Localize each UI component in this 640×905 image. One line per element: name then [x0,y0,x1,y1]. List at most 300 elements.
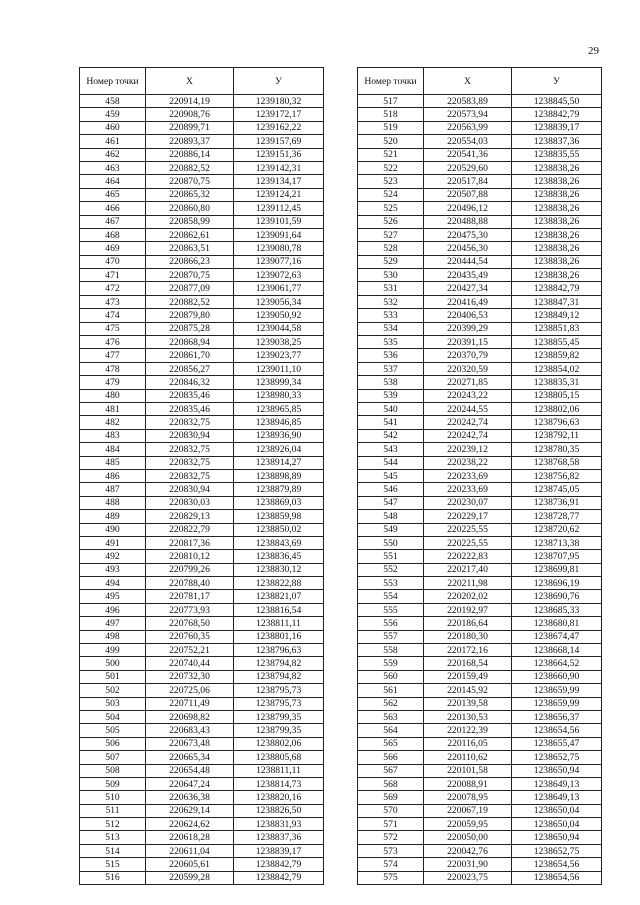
table-row [358,443,602,456]
cell-x: 220116,05 [424,737,512,750]
table-row [358,496,602,509]
cell-x: 220088,91 [424,777,512,790]
cell-y: 1239180,32 [234,95,324,108]
header-point-number: Номер точки [358,68,424,95]
table-row [358,630,602,643]
cell-x: 220882,52 [146,295,234,308]
cell-point-number: 521 [358,148,424,161]
cell-y: 1238654,56 [512,724,602,737]
cell-x: 220130,53 [424,710,512,723]
cell-point-number: 529 [358,255,424,268]
cell-point-number: 527 [358,228,424,241]
cell-y: 1238728,77 [512,510,602,523]
table-row [80,751,324,764]
cell-point-number: 486 [80,469,146,482]
table-row [358,322,602,335]
table-row [80,402,324,415]
table-row [80,95,324,108]
cell-x: 220882,52 [146,161,234,174]
cell-point-number: 498 [80,630,146,643]
cell-x: 220427,34 [424,282,512,295]
cell-x: 220159,49 [424,670,512,683]
cell-point-number: 531 [358,282,424,295]
table-row [358,121,602,134]
table-row [358,282,602,295]
table-row [358,523,602,536]
cell-point-number: 545 [358,469,424,482]
cell-y: 1238768,58 [512,456,602,469]
cell-y: 1238652,75 [512,751,602,764]
table-row [358,456,602,469]
cell-x: 220239,12 [424,443,512,456]
cell-point-number: 541 [358,416,424,429]
cell-y: 1238851,83 [512,322,602,335]
cell-x: 220475,30 [424,228,512,241]
cell-x: 220192,97 [424,603,512,616]
cell-x: 220781,17 [146,590,234,603]
table-row [80,456,324,469]
cell-point-number: 525 [358,202,424,215]
table-row [80,108,324,121]
cell-y: 1238794,82 [234,670,324,683]
cell-y: 1238836,45 [234,550,324,563]
cell-point-number: 542 [358,429,424,442]
cell-x: 220222,83 [424,550,512,563]
cell-y: 1238736,91 [512,496,602,509]
cell-x: 220768,50 [146,617,234,630]
cell-y: 1239050,92 [234,309,324,322]
cell-x: 220507,88 [424,188,512,201]
cell-x: 220238,22 [424,456,512,469]
cell-y: 1238999,34 [234,376,324,389]
cell-point-number: 504 [80,710,146,723]
table-row [358,108,602,121]
cell-x: 220647,24 [146,777,234,790]
cell-point-number: 467 [80,215,146,228]
cell-x: 220202,02 [424,590,512,603]
table-row [80,577,324,590]
cell-x: 220211,98 [424,577,512,590]
cell-y: 1238649,13 [512,777,602,790]
table-row [80,202,324,215]
cell-x: 220370,79 [424,349,512,362]
cell-x: 220444,54 [424,255,512,268]
cell-x: 220416,49 [424,295,512,308]
cell-y: 1239124,21 [234,188,324,201]
cell-y: 1238946,85 [234,416,324,429]
table-row [80,309,324,322]
cell-y: 1238690,76 [512,590,602,603]
cell-x: 220830,03 [146,496,234,509]
cell-point-number: 559 [358,657,424,670]
cell-y: 1238814,73 [234,777,324,790]
table-row [358,269,602,282]
cell-point-number: 490 [80,523,146,536]
cell-y: 1238847,31 [512,295,602,308]
cell-point-number: 535 [358,336,424,349]
table-row [80,844,324,857]
cell-x: 220244,55 [424,402,512,415]
cell-point-number: 506 [80,737,146,750]
cell-x: 220865,32 [146,188,234,201]
table-row [80,724,324,737]
cell-y: 1238802,06 [512,402,602,415]
cell-point-number: 517 [358,95,424,108]
cell-point-number: 575 [358,871,424,884]
cell-y: 1238850,02 [234,523,324,536]
cell-x: 220031,90 [424,858,512,871]
cell-y: 1238654,56 [512,858,602,871]
cell-y: 1238664,52 [512,657,602,670]
cell-point-number: 468 [80,228,146,241]
table-row [80,697,324,710]
cell-x: 220893,37 [146,135,234,148]
cell-x: 220050,00 [424,831,512,844]
cell-x: 220624,62 [146,818,234,831]
cell-x: 220725,06 [146,684,234,697]
cell-x: 220879,80 [146,309,234,322]
table-row [80,349,324,362]
table-row [80,161,324,174]
cell-y: 1238685,33 [512,603,602,616]
cell-x: 220835,46 [146,389,234,402]
cell-y: 1238680,81 [512,617,602,630]
cell-point-number: 501 [80,670,146,683]
cell-y: 1238796,63 [234,644,324,657]
table-row [80,295,324,308]
cell-point-number: 489 [80,510,146,523]
cell-y: 1238926,04 [234,443,324,456]
cell-point-number: 464 [80,175,146,188]
cell-x: 220858,99 [146,215,234,228]
cell-y: 1238796,63 [512,416,602,429]
table-row [358,831,602,844]
cell-point-number: 564 [358,724,424,737]
cell-point-number: 547 [358,496,424,509]
table-row [80,148,324,161]
cell-y: 1238849,12 [512,309,602,322]
cell-x: 220868,94 [146,336,234,349]
cell-point-number: 522 [358,161,424,174]
cell-point-number: 528 [358,242,424,255]
table-row [358,577,602,590]
cell-y: 1239011,10 [234,362,324,375]
cell-x: 220886,14 [146,148,234,161]
cell-x: 220242,74 [424,429,512,442]
cell-y: 1239101,59 [234,215,324,228]
cell-y: 1238838,26 [512,269,602,282]
cell-x: 220320,59 [424,362,512,375]
table-header-row [358,68,602,95]
table-row [80,630,324,643]
cell-y: 1238838,26 [512,188,602,201]
table-row [80,255,324,268]
cell-x: 220529,60 [424,161,512,174]
cell-x: 220665,34 [146,751,234,764]
cell-point-number: 465 [80,188,146,201]
table-row [358,858,602,871]
cell-point-number: 475 [80,322,146,335]
table-row [80,657,324,670]
cell-x: 220496,12 [424,202,512,215]
cell-x: 220799,26 [146,563,234,576]
cell-y: 1239077,16 [234,255,324,268]
cell-point-number: 481 [80,402,146,415]
cell-point-number: 474 [80,309,146,322]
cell-y: 1238821,07 [234,590,324,603]
cell-x: 220860,80 [146,202,234,215]
cell-y: 1238659,99 [512,684,602,697]
cell-y: 1238756,82 [512,469,602,482]
cell-point-number: 536 [358,349,424,362]
cell-point-number: 561 [358,684,424,697]
cell-point-number: 478 [80,362,146,375]
cell-point-number: 471 [80,269,146,282]
cell-point-number: 485 [80,456,146,469]
cell-x: 220456,30 [424,242,512,255]
cell-y: 1238799,35 [234,724,324,737]
table-row [358,697,602,710]
cell-y: 1238811,11 [234,764,324,777]
cell-y: 1238965,85 [234,402,324,415]
cell-point-number: 532 [358,295,424,308]
cell-point-number: 533 [358,309,424,322]
cell-x: 220636,38 [146,791,234,804]
cell-x: 220122,39 [424,724,512,737]
cell-x: 220233,69 [424,469,512,482]
cell-y: 1238859,98 [234,510,324,523]
cell-point-number: 482 [80,416,146,429]
cell-x: 220391,15 [424,336,512,349]
table-row [358,791,602,804]
cell-y: 1238842,79 [512,108,602,121]
cell-y: 1238674,47 [512,630,602,643]
cell-point-number: 508 [80,764,146,777]
table-row [358,818,602,831]
cell-x: 220563,99 [424,121,512,134]
cell-x: 220846,32 [146,376,234,389]
cell-point-number: 466 [80,202,146,215]
table-row [358,402,602,415]
cell-y: 1238820,16 [234,791,324,804]
cell-point-number: 523 [358,175,424,188]
cell-point-number: 492 [80,550,146,563]
table-row [80,791,324,804]
cell-point-number: 534 [358,322,424,335]
cell-x: 220870,75 [146,175,234,188]
cell-y: 1238650,04 [512,804,602,817]
cell-y: 1238843,69 [234,536,324,549]
table-row [358,255,602,268]
cell-x: 220583,89 [424,95,512,108]
cell-point-number: 499 [80,644,146,657]
table-row [80,684,324,697]
cell-point-number: 511 [80,804,146,817]
cell-point-number: 520 [358,135,424,148]
cell-point-number: 538 [358,376,424,389]
cell-y: 1238822,88 [234,577,324,590]
cell-point-number: 510 [80,791,146,804]
cell-point-number: 516 [80,871,146,884]
cell-y: 1238838,26 [512,228,602,241]
cell-point-number: 565 [358,737,424,750]
cell-point-number: 472 [80,282,146,295]
cell-x: 220139,58 [424,697,512,710]
cell-y: 1239172,17 [234,108,324,121]
table-row [358,536,602,549]
table-row [358,737,602,750]
table-row [80,443,324,456]
cell-y: 1238795,73 [234,684,324,697]
table-row [358,871,602,884]
table-row [358,777,602,790]
cell-x: 220683,43 [146,724,234,737]
cell-point-number: 557 [358,630,424,643]
cell-x: 220573,94 [424,108,512,121]
table-row [358,295,602,308]
cell-point-number: 505 [80,724,146,737]
cell-point-number: 460 [80,121,146,134]
table-row [80,469,324,482]
cell-y: 1239091,64 [234,228,324,241]
table-row [80,603,324,616]
cell-x: 220908,76 [146,108,234,121]
cell-y: 1239142,31 [234,161,324,174]
cell-x: 220760,35 [146,630,234,643]
table-row [358,644,602,657]
cell-y: 1238801,16 [234,630,324,643]
cell-y: 1238713,38 [512,536,602,549]
cell-y: 1238898,89 [234,469,324,482]
cell-point-number: 469 [80,242,146,255]
table-row [358,510,602,523]
cell-x: 220810,12 [146,550,234,563]
table-row [80,483,324,496]
cell-y: 1238826,50 [234,804,324,817]
table-row [80,831,324,844]
cell-x: 220554,03 [424,135,512,148]
cell-x: 220698,82 [146,710,234,723]
cell-x: 220168,54 [424,657,512,670]
cell-point-number: 483 [80,429,146,442]
cell-point-number: 568 [358,777,424,790]
cell-x: 220832,75 [146,443,234,456]
cell-point-number: 497 [80,617,146,630]
table-row [80,563,324,576]
cell-y: 1238845,50 [512,95,602,108]
cell-y: 1238699,81 [512,563,602,576]
cell-point-number: 502 [80,684,146,697]
cell-y: 1238869,03 [234,496,324,509]
table-row [358,804,602,817]
cell-point-number: 503 [80,697,146,710]
cell-y: 1238696,19 [512,577,602,590]
cell-y: 1238839,17 [512,121,602,134]
cell-x: 220740,44 [146,657,234,670]
header-y: У [512,68,602,95]
table-row [358,161,602,174]
cell-y: 1238842,79 [234,858,324,871]
cell-y: 1239038,25 [234,336,324,349]
table-row [358,309,602,322]
cell-point-number: 563 [358,710,424,723]
cell-y: 1239072,63 [234,269,324,282]
cell-y: 1238838,26 [512,215,602,228]
table-row [358,724,602,737]
cell-y: 1238838,26 [512,175,602,188]
table-row [80,376,324,389]
cell-point-number: 556 [358,617,424,630]
cell-x: 220914,19 [146,95,234,108]
table-row [80,818,324,831]
table-row [80,617,324,630]
cell-x: 220861,70 [146,349,234,362]
cell-x: 220517,84 [424,175,512,188]
table-row [80,121,324,134]
cell-y: 1238707,95 [512,550,602,563]
cell-x: 220243,22 [424,389,512,402]
cell-point-number: 514 [80,844,146,857]
table-row [358,710,602,723]
cell-x: 220599,28 [146,871,234,884]
cell-point-number: 569 [358,791,424,804]
cell-y: 1238835,55 [512,148,602,161]
cell-y: 1238838,26 [512,242,602,255]
cell-point-number: 524 [358,188,424,201]
table-row [358,228,602,241]
table-row [358,563,602,576]
cell-x: 220225,55 [424,536,512,549]
cell-x: 220618,28 [146,831,234,844]
cell-point-number: 562 [358,697,424,710]
cell-point-number: 480 [80,389,146,402]
cell-point-number: 560 [358,670,424,683]
cell-x: 220110,62 [424,751,512,764]
table-row [358,603,602,616]
cell-y: 1238879,89 [234,483,324,496]
table-row [80,242,324,255]
cell-point-number: 500 [80,657,146,670]
cell-point-number: 479 [80,376,146,389]
table-row [80,269,324,282]
cell-x: 220629,14 [146,804,234,817]
table-row [80,215,324,228]
cell-y: 1238650,94 [512,831,602,844]
cell-x: 220145,92 [424,684,512,697]
cell-y: 1238650,94 [512,764,602,777]
cell-y: 1238668,14 [512,644,602,657]
cell-y: 1238655,47 [512,737,602,750]
cell-x: 220856,27 [146,362,234,375]
table-row [80,175,324,188]
table-row [358,764,602,777]
cell-x: 220611,04 [146,844,234,857]
cell-y: 1238855,45 [512,336,602,349]
cell-point-number: 494 [80,577,146,590]
cell-point-number: 484 [80,443,146,456]
cell-x: 220229,17 [424,510,512,523]
cell-x: 220817,36 [146,536,234,549]
table-row [80,416,324,429]
table-row [358,389,602,402]
cell-point-number: 513 [80,831,146,844]
cell-y: 1238837,36 [234,831,324,844]
table-row [358,483,602,496]
header-x: X [146,68,234,95]
cell-point-number: 539 [358,389,424,402]
cell-x: 220773,93 [146,603,234,616]
cell-y: 1238802,06 [234,737,324,750]
